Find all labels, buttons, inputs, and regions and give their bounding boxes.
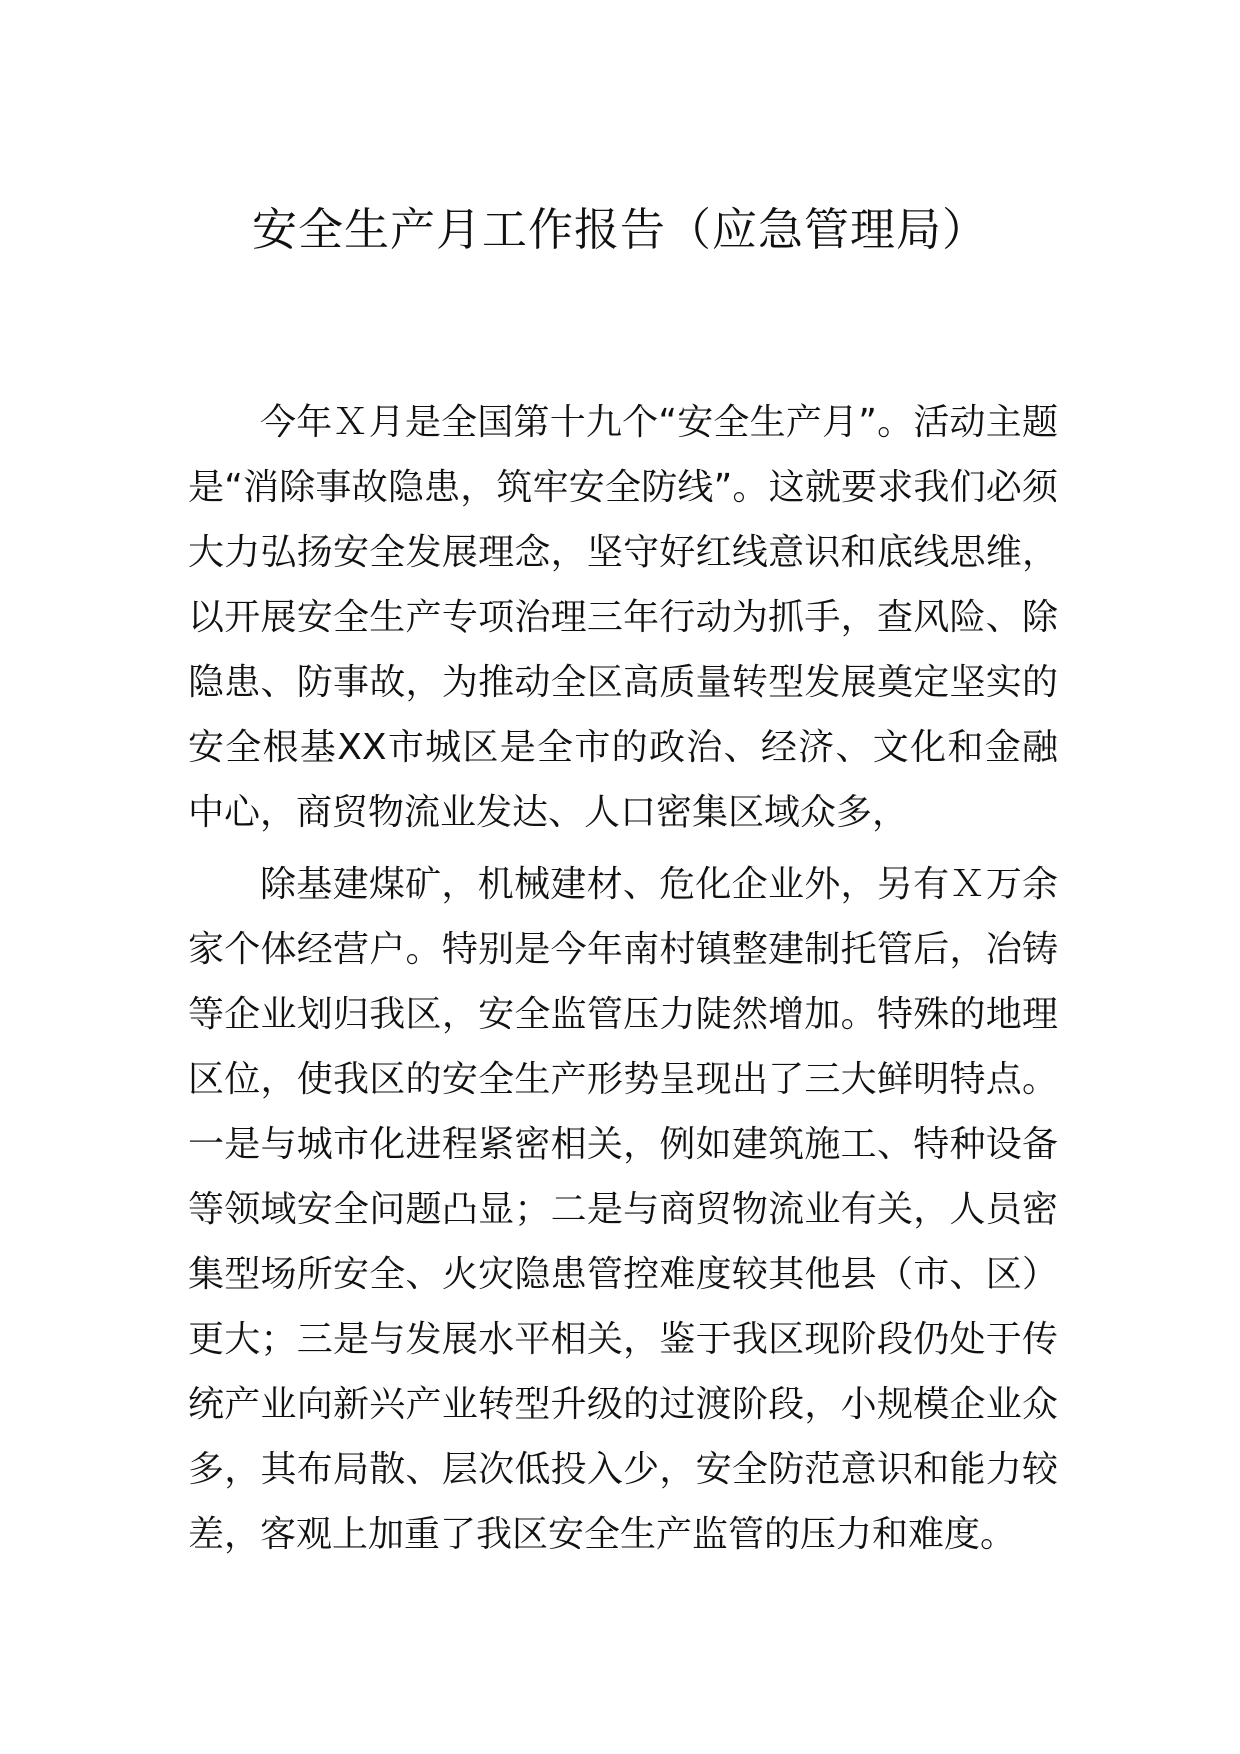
document-body (188, 390, 1058, 1567)
paragraph-1: 今年Ｘ月是全国第十九个“安全生产月”。活动主题是“消除事故隐患，筑牢安全防线”。这就要求我们必须大力弘扬安全发展理念，坚守好红线意识和底线思维，以开展安全生产专项治理三年行动为抓手，查风险、除隐患、防事故，为推动全区高质量转型发展奠定坚实的安全根基XX市城区是全市的政治、经济、文化和金融中心，商贸物流业发达、人口密集区域众多， (188, 402, 1058, 833)
document-title: 安全生产月工作报告（应急管理局） (251, 203, 988, 256)
paragraph-2: 除基建煤矿，机械建材、危化企业外，另有Ｘ万余家个体经营户。特别是今年南村镇整建制托管后，冶铸等企业划归我区，安全监管压力陡然增加。特殊的地理区位，使我区的安全生产形势呈现出了三大鲜明特点。一是与城市化进程紧密相关，例如建筑施工、特种设备等领域安全问题凸显；二是与商贸物流业有关，人员密集型场所安全、火灾隐患管控难度较其他县（市、区）更大；三是与发展水平相关，鉴于我区现阶段仍处于传统产业向新兴产业转型升级的过渡阶段，小规模企业众多，其布局散、层次低投入少，安全防范意识和能力较差，客观上加重了我区安全生产监管的压力和难度。 (188, 864, 1058, 1555)
